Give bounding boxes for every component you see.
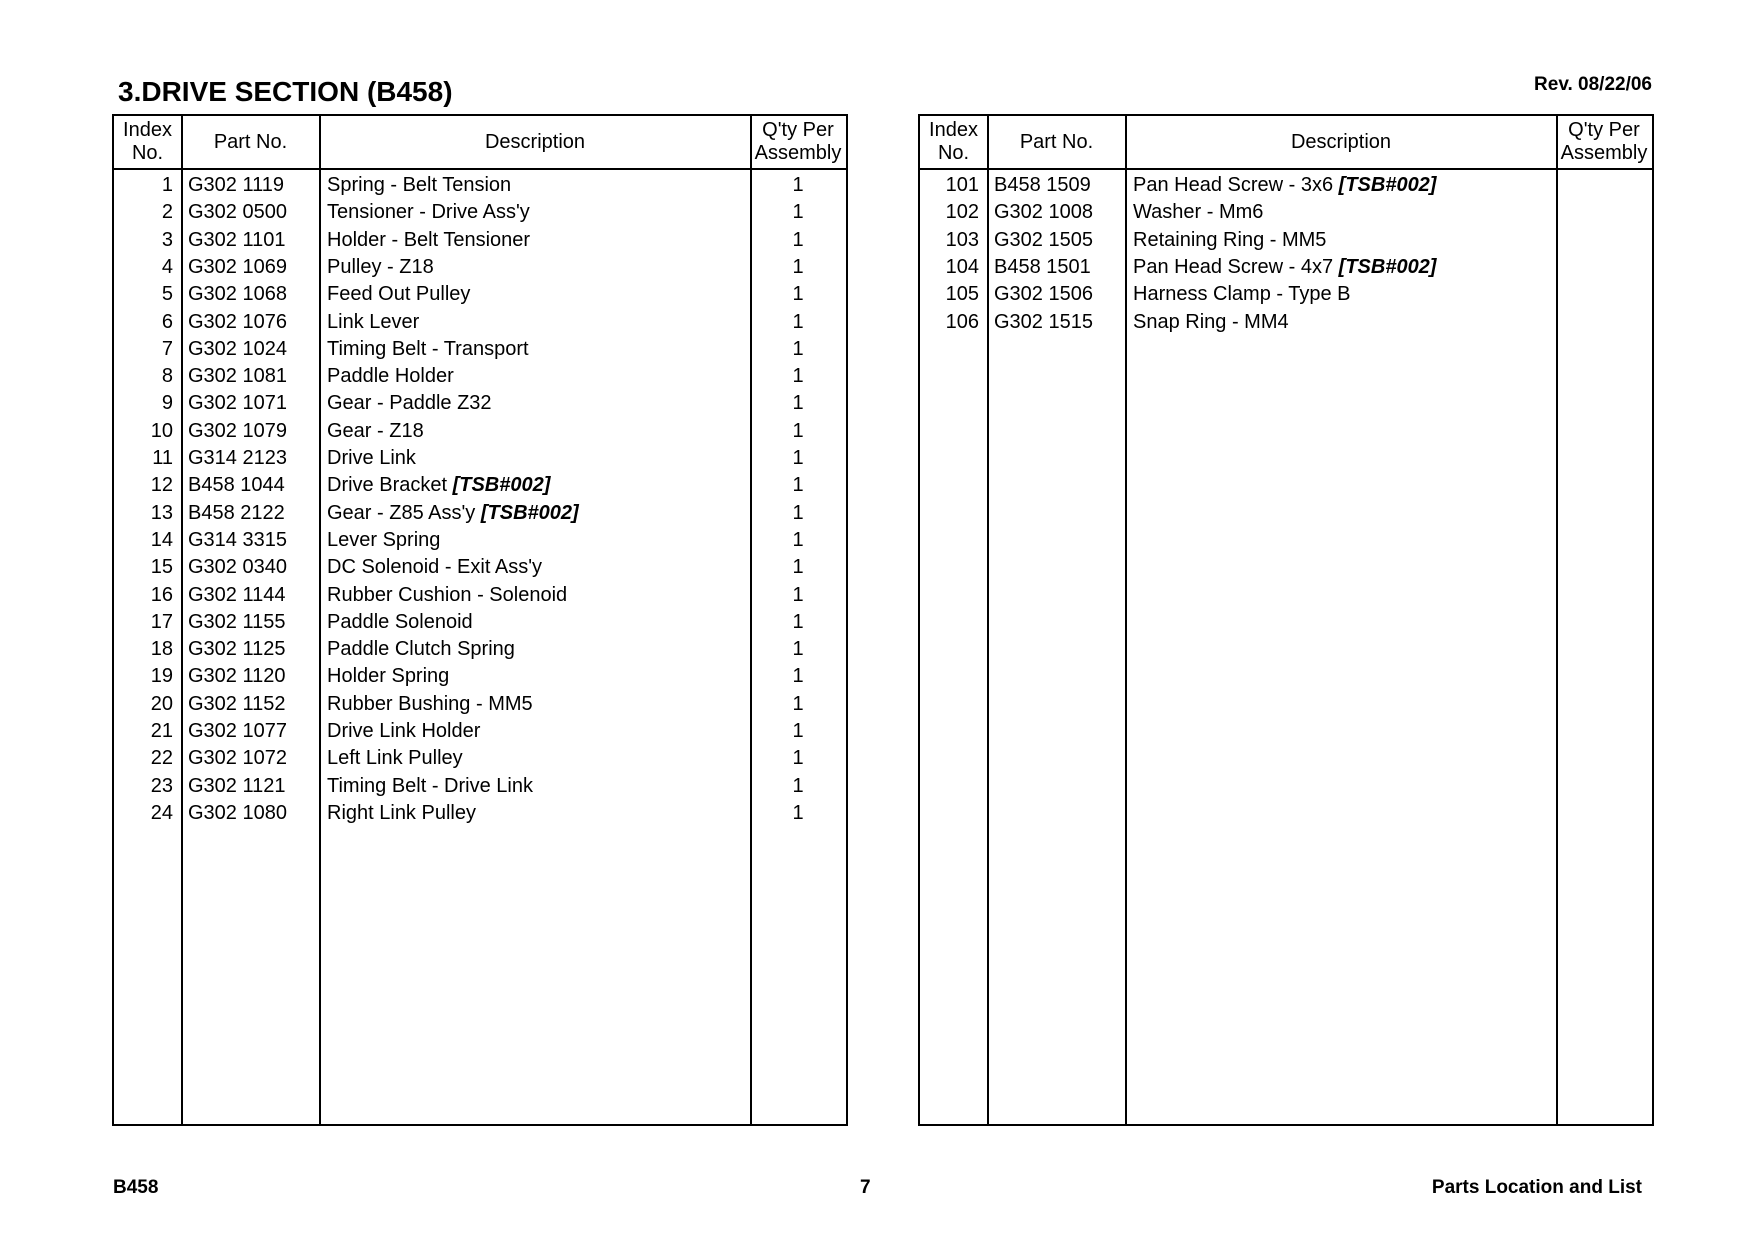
cell-description — [327, 472, 747, 499]
description-text: Paddle Solenoid — [327, 610, 473, 633]
cell-part-no: G302 0340 — [188, 556, 287, 579]
description-text: Pan Head Screw - 3x6 — [1133, 174, 1339, 196]
cell-part-no: G302 1144 — [188, 583, 286, 606]
footer-section: Parts Location and List — [1431, 1177, 1642, 1198]
description-text: Washer - Mm6 — [1133, 201, 1264, 224]
cell-description — [1133, 254, 1553, 281]
cell-part-no: G302 1515 — [994, 310, 1093, 333]
cell-description — [327, 773, 747, 800]
table-row — [920, 281, 1652, 308]
cell-part-no: G314 2123 — [188, 447, 287, 469]
description-text: Timing Belt - Transport — [327, 337, 529, 360]
cell-qty: 1 — [792, 610, 804, 633]
cell-index: 13 — [150, 501, 173, 524]
table-row — [114, 309, 846, 336]
cell-index: 20 — [150, 692, 173, 715]
parts-table-left — [112, 114, 848, 1126]
table-row — [114, 199, 846, 226]
description-text: Paddle Clutch Spring — [327, 638, 515, 661]
cell-qty: 1 — [792, 201, 804, 224]
cell-part-no: G302 1101 — [188, 228, 286, 251]
table-row — [114, 363, 846, 390]
cell-description — [327, 718, 747, 745]
table-row — [114, 554, 846, 581]
cell-qty: 1 — [792, 801, 804, 824]
cell-index: 1 — [161, 174, 173, 196]
table-row — [114, 691, 846, 718]
table-row — [114, 773, 846, 800]
cell-index: 8 — [161, 365, 173, 388]
cell-index: 2 — [161, 201, 173, 224]
cell-description — [327, 281, 747, 308]
cell-description — [327, 800, 747, 827]
description-text: Drive Bracket — [327, 474, 453, 497]
cell-index: 9 — [161, 392, 173, 415]
cell-part-no: G302 1024 — [188, 337, 287, 360]
table-row — [114, 582, 846, 609]
description-text: Gear - Paddle Z32 — [327, 392, 492, 415]
table-row — [114, 636, 846, 663]
cell-qty: 1 — [792, 747, 804, 770]
cell-qty: 1 — [792, 583, 804, 606]
cell-description — [1133, 227, 1553, 254]
cell-qty — [1557, 199, 1651, 226]
table-row — [920, 309, 1652, 336]
cell-qty — [1557, 254, 1651, 281]
cell-index: 11 — [152, 447, 173, 469]
cell-qty: 1 — [792, 556, 804, 579]
description-text: Spring - Belt Tension — [327, 174, 512, 196]
footer-page-number: 7 — [860, 1177, 871, 1198]
cell-index: 15 — [150, 556, 173, 579]
header-description: Description — [484, 130, 586, 153]
cell-qty: 1 — [792, 528, 804, 551]
cell-qty: 1 — [792, 447, 804, 469]
header-part-no: Part No. — [1019, 130, 1094, 153]
cell-qty: 1 — [792, 501, 804, 524]
cell-qty — [1557, 309, 1651, 336]
cell-description — [1133, 281, 1553, 308]
cell-description — [1133, 309, 1553, 336]
cell-qty: 1 — [792, 720, 804, 742]
cell-description — [327, 500, 747, 527]
cell-index: 7 — [161, 337, 173, 360]
table-row — [114, 254, 846, 281]
cell-part-no: G302 1071 — [188, 392, 287, 415]
cell-part-no: G314 3315 — [188, 528, 287, 551]
cell-part-no: B458 1044 — [188, 474, 285, 497]
tsb-reference: [TSB#002] — [452, 474, 551, 497]
cell-qty: 1 — [792, 255, 804, 278]
table-row — [114, 609, 846, 636]
cell-qty: 1 — [792, 692, 804, 715]
cell-index: 21 — [150, 720, 173, 742]
cell-qty: 1 — [792, 337, 804, 360]
header-qty: Q'ty Per Assembly — [754, 119, 842, 164]
description-text: DC Solenoid - Exit Ass'y — [327, 556, 543, 579]
description-text: Gear - Z18 — [327, 419, 424, 442]
cell-part-no: G302 1120 — [188, 665, 286, 688]
cell-part-no: B458 1509 — [994, 174, 1091, 196]
cell-description — [327, 691, 747, 718]
cell-qty: 1 — [792, 665, 804, 688]
table-header — [114, 116, 846, 170]
description-text: Drive Link Holder — [327, 720, 481, 742]
cell-index: 101 — [945, 174, 979, 196]
cell-index: 4 — [161, 255, 173, 278]
table-row — [114, 227, 846, 254]
description-text: Feed Out Pulley — [327, 283, 471, 306]
cell-part-no: G302 1077 — [188, 720, 287, 742]
cell-qty: 1 — [792, 283, 804, 306]
cell-qty: 1 — [792, 774, 804, 797]
cell-description — [327, 309, 747, 336]
cell-description — [327, 336, 747, 363]
cell-part-no: G302 1081 — [188, 365, 287, 388]
cell-part-no: G302 1068 — [188, 283, 287, 306]
cell-index: 12 — [150, 474, 173, 497]
table-row — [114, 500, 846, 527]
cell-description — [327, 745, 747, 772]
footer-model: B458 — [113, 1177, 159, 1198]
cell-index: 105 — [945, 283, 979, 306]
cell-part-no: G302 1155 — [188, 610, 286, 633]
cell-index: 17 — [150, 610, 173, 633]
description-text: Timing Belt - Drive Link — [327, 774, 533, 797]
table-header — [920, 116, 1652, 170]
table-row — [114, 663, 846, 690]
description-text: Drive Link — [327, 447, 416, 469]
header-description: Description — [1290, 130, 1392, 153]
cell-qty — [1557, 172, 1651, 199]
cell-description — [327, 254, 747, 281]
table-row — [114, 418, 846, 445]
header-index: Index No. — [929, 119, 978, 164]
tsb-reference: [TSB#002] — [1338, 255, 1437, 278]
description-text: Rubber Bushing - MM5 — [327, 692, 533, 715]
cell-description — [327, 227, 747, 254]
cell-index: 14 — [150, 528, 173, 551]
revision-date: Rev. 08/22/06 — [1534, 74, 1652, 95]
description-text: Pan Head Screw - 4x7 — [1133, 255, 1339, 278]
cell-qty: 1 — [792, 392, 804, 415]
cell-qty: 1 — [792, 419, 804, 442]
cell-part-no: G302 1008 — [994, 201, 1093, 224]
table-row — [114, 800, 846, 827]
description-text: Pulley - Z18 — [327, 255, 434, 278]
cell-description — [327, 582, 747, 609]
cell-qty: 1 — [792, 228, 804, 251]
cell-description — [1133, 172, 1553, 199]
description-text: Link Lever — [327, 310, 420, 333]
cell-description — [327, 390, 747, 417]
header-index: Index No. — [123, 119, 172, 164]
cell-part-no: G302 1119 — [188, 174, 285, 196]
cell-part-no: G302 1125 — [188, 638, 286, 661]
description-text: Tensioner - Drive Ass'y — [327, 201, 530, 224]
table-row — [114, 527, 846, 554]
table-row — [920, 227, 1652, 254]
description-text: Holder Spring — [327, 665, 450, 688]
cell-description — [327, 663, 747, 690]
table-row — [114, 336, 846, 363]
table-row — [114, 445, 846, 472]
cell-part-no: G302 1152 — [188, 692, 286, 715]
description-text: Rubber Cushion - Solenoid — [327, 583, 568, 606]
page-title: 3.DRIVE SECTION (B458) — [118, 76, 453, 107]
cell-part-no: G302 1506 — [994, 283, 1093, 306]
table-row — [114, 172, 846, 199]
description-text: Harness Clamp - Type B — [1133, 283, 1351, 306]
cell-index: 19 — [150, 665, 173, 688]
cell-description — [327, 172, 747, 199]
cell-part-no: G302 1072 — [188, 747, 287, 770]
description-text: Gear - Z85 Ass'y — [327, 501, 481, 524]
cell-index: 18 — [150, 638, 173, 661]
description-text: Right Link Pulley — [327, 801, 476, 824]
cell-qty — [1557, 281, 1651, 308]
cell-qty: 1 — [792, 474, 804, 497]
cell-part-no: G302 1079 — [188, 419, 287, 442]
cell-part-no: B458 1501 — [994, 255, 1091, 278]
cell-index: 16 — [150, 583, 173, 606]
cell-index: 22 — [150, 747, 173, 770]
cell-qty: 1 — [792, 174, 804, 196]
table-row — [114, 745, 846, 772]
description-text: Snap Ring - MM4 — [1133, 310, 1289, 333]
cell-index: 24 — [150, 801, 173, 824]
table-row — [114, 281, 846, 308]
description-text: Paddle Holder — [327, 365, 454, 388]
cell-index: 106 — [945, 310, 979, 333]
description-text: Retaining Ring - MM5 — [1133, 228, 1327, 251]
cell-description — [327, 445, 747, 472]
cell-index: 23 — [150, 774, 173, 797]
header-qty: Q'ty Per Assembly — [1560, 119, 1648, 164]
table-row — [114, 718, 846, 745]
cell-description — [327, 636, 747, 663]
cell-index: 3 — [161, 228, 173, 251]
cell-part-no: G302 1069 — [188, 255, 287, 278]
cell-index: 6 — [161, 310, 173, 333]
cell-index: 102 — [945, 201, 979, 224]
table-row — [114, 390, 846, 417]
cell-qty: 1 — [792, 310, 804, 333]
cell-index: 103 — [945, 228, 979, 251]
cell-description — [327, 199, 747, 226]
description-text: Holder - Belt Tensioner — [327, 228, 531, 251]
parts-table-right — [918, 114, 1654, 1126]
cell-description — [1133, 199, 1553, 226]
cell-description — [327, 609, 747, 636]
table-row — [114, 472, 846, 499]
cell-description — [327, 527, 747, 554]
cell-description — [327, 554, 747, 581]
cell-part-no: G302 1121 — [188, 774, 286, 797]
header-part-no: Part No. — [213, 130, 288, 153]
cell-index: 5 — [161, 283, 173, 306]
tsb-reference: [TSB#002] — [480, 501, 579, 524]
table-row — [920, 254, 1652, 281]
cell-part-no: G302 1080 — [188, 801, 287, 824]
description-text: Lever Spring — [327, 528, 441, 551]
cell-description — [327, 363, 747, 390]
cell-index: 10 — [150, 419, 173, 442]
cell-index: 104 — [945, 255, 979, 278]
cell-description — [327, 418, 747, 445]
cell-part-no: B458 2122 — [188, 501, 285, 524]
table-row — [920, 172, 1652, 199]
tsb-reference: [TSB#002] — [1338, 174, 1437, 196]
cell-qty — [1557, 227, 1651, 254]
cell-part-no: G302 0500 — [188, 201, 287, 224]
cell-qty: 1 — [792, 365, 804, 388]
description-text: Left Link Pulley — [327, 747, 463, 770]
cell-qty: 1 — [792, 638, 804, 661]
table-row — [920, 199, 1652, 226]
cell-part-no: G302 1076 — [188, 310, 287, 333]
cell-part-no: G302 1505 — [994, 228, 1093, 251]
